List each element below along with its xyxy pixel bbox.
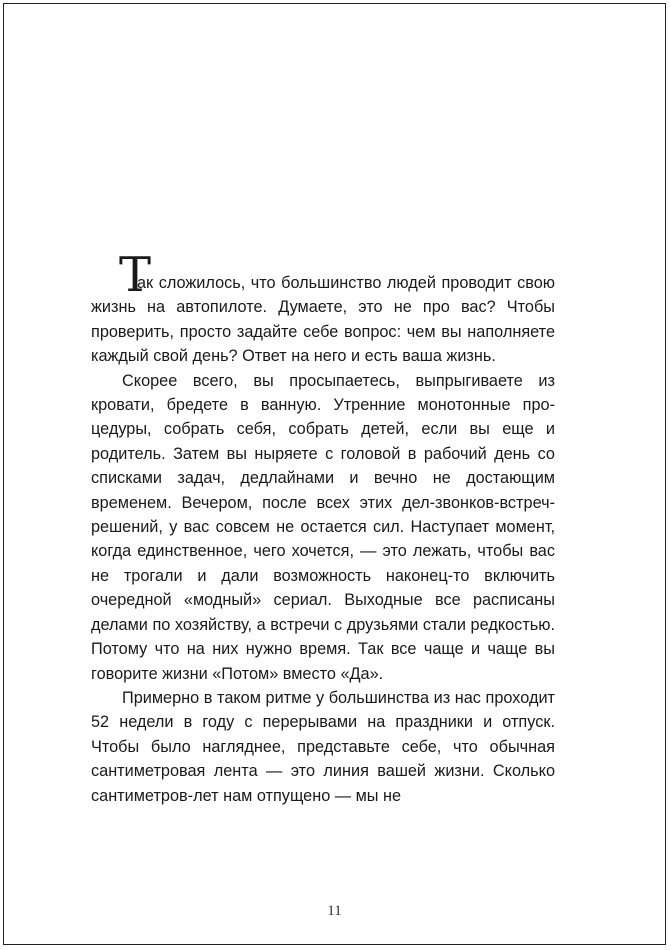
paragraph-1-text: ак сложилось, что большинство людей проводит свою жизнь на автопилоте. Думаете, это не про вас? Чтобы проверить, просто задайте себе вопрос: чем вы наполняете каждый свой день? Ответ на него и есть ваша жизнь. <box>91 274 555 366</box>
paragraph-1 <box>91 247 555 369</box>
book-page <box>3 3 666 945</box>
page-number: 11 <box>327 903 342 919</box>
body-text <box>91 247 555 808</box>
paragraph-2: Скорее всего, вы просыпаетесь, выпрыгиваете из кровати, бредете в ванную. Утренние монотонные процедуры, собрать себя, собрать детей, если вы еще и родитель. Затем вы ныряете с головой в рабочий день со списками задач, дедлайнами и вечно не достающим временем. Вечером, после всех этих дел-звонков-встреч-решений, у вас совсем не остается сил. Наступает момент, когда единственное, чего хочется, — это лежать, чтобы вас не трогали и дали возможность наконец-то включить очередной «модный» сериал. Выходные все расписаны делами по хозяйству, а встречи с друзьями стали редкостью. Потому что на них нужно время. Так все чаще и чаще вы говорите жизни «Потом» вместо «Да». <box>91 371 555 683</box>
paragraph-3: Примерно в таком ритме у большинства из нас проходит 52 недели в году с перерывами на праздники и отпуск. Чтобы было нагляднее, представьте себе, что обычная сантиметровая лента — это линия вашей жизни. Сколько сантиметров-лет нам отпущено — мы не <box>91 688 555 805</box>
drop-cap: Т <box>119 247 152 303</box>
